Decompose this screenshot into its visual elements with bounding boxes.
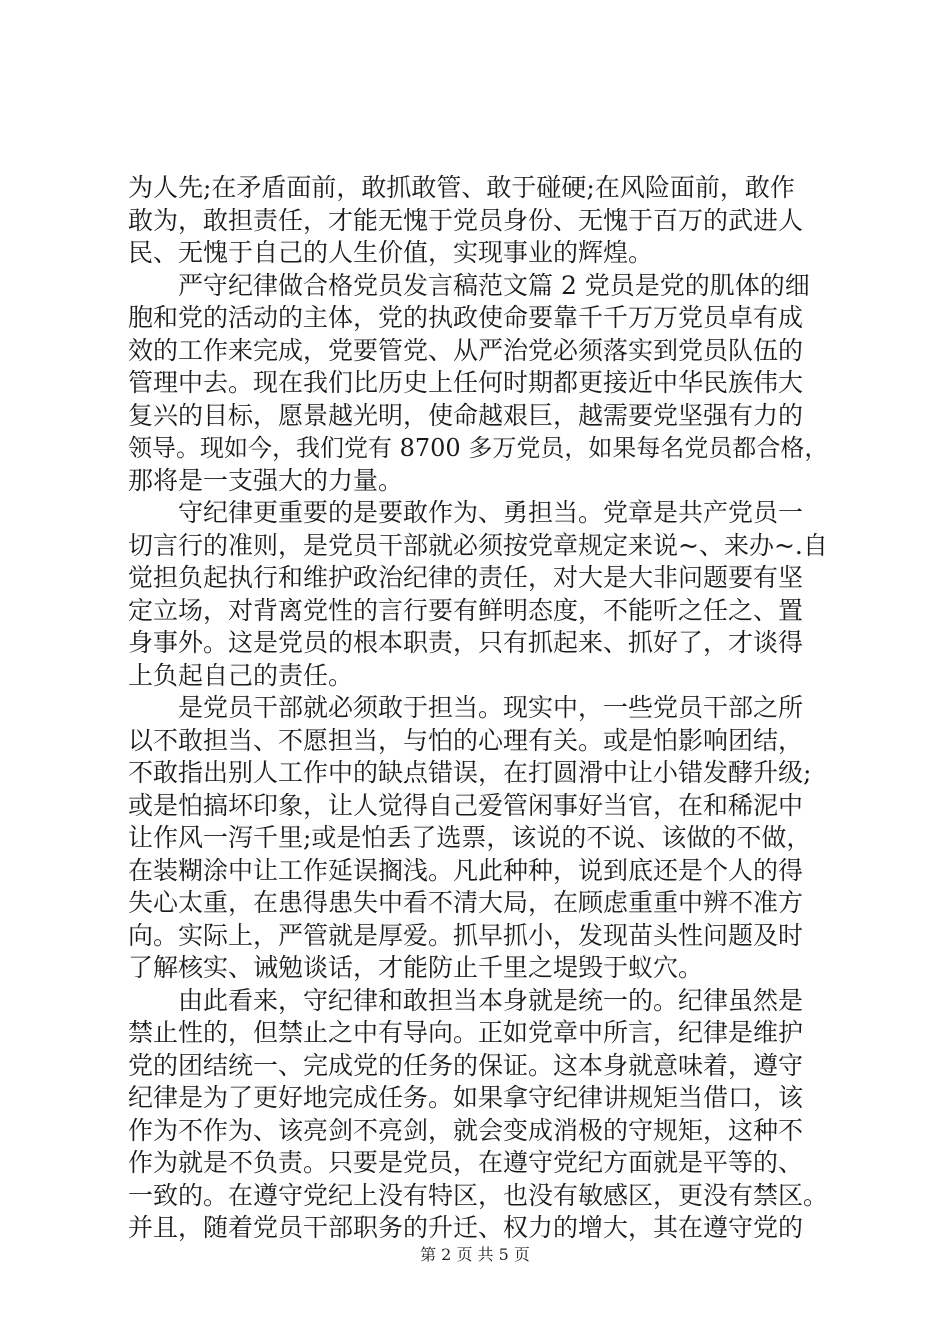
- text-line: 切言行的准则，是党员干部就必须按党章规定来说~、来办~.自: [128, 530, 828, 560]
- text-line: 民、无愧于自己的人生价值，实现事业的辉煌。: [128, 238, 654, 267]
- text-line: 为人先;在矛盾面前，敢抓敢管、敢于碰硬;在风险面前，敢作: [128, 173, 795, 202]
- paragraph-first-line: 是党员干部就必须敢于担当。现实中，一些党员干部之所: [178, 693, 804, 722]
- text-line: 纪律是为了更好地完成任务。如果拿守纪律讲规矩当借口，该: [128, 1083, 804, 1112]
- page-number-footer: 第 2 页 共 5 页: [420, 1245, 530, 1264]
- paragraph-first-line: 严守纪律做合格党员发言稿范文篇 2 党员是党的肌体的细: [178, 270, 810, 300]
- text-line: 觉担负起执行和维护政治纪律的责任，对大是大非问题要有坚: [128, 563, 804, 592]
- text-line: 让作风一泻千里;或是怕丢了选票，该说的不说、该做的不做，: [128, 823, 812, 852]
- paragraph-first-line: 守纪律更重要的是要敢作为、勇担当。党章是共产党员一: [178, 498, 804, 527]
- text-line: 管理中去。现在我们比历史上任何时期都更接近中华民族伟大: [128, 368, 804, 397]
- text-line: 了解核实、诫勉谈话，才能防止千里之堤毁于蚁穴。: [128, 953, 704, 982]
- text-line: 并且，随着党员干部职务的升迁、权力的增大，其在遵守党的: [128, 1213, 804, 1242]
- text-line: 失心太重，在患得患失中看不清大局，在顾虑重重中辨不准方: [128, 888, 804, 917]
- document-body: [128, 172, 840, 1245]
- text-line: 身事外。这是党员的根本职责，只有抓起来、抓好了，才谈得: [128, 628, 804, 657]
- text-line: 敢为，敢担责任，才能无愧于党员身份、无愧于百万的武进人: [128, 205, 804, 235]
- text-line: 以不敢担当、不愿担当，与怕的心理有关。或是怕影响团结，: [128, 725, 804, 755]
- text-line: 不敢指出别人工作中的缺点错误，在打圆滑中让小错发酵升级;: [128, 758, 812, 787]
- text-line: 复兴的目标，愿景越光明，使命越艰巨，越需要党坚强有力的: [128, 400, 804, 430]
- text-line: 那将是一支强大的力量。: [128, 465, 404, 495]
- text-line: 上负起自己的责任。: [128, 660, 354, 690]
- text-line: 效的工作来完成，党要管党、从严治党必须落实到党员队伍的: [128, 335, 804, 365]
- text-line: 向。实际上，严管就是厚爱。抓早抓小，发现苗头性问题及时: [128, 920, 804, 950]
- text-line: 领导。现如今，我们党有 8700 多万党员，如果每名党员都合格，: [128, 434, 829, 462]
- text-line: 作为不作为、该亮剑不亮剑，就会变成消极的守规矩，这种不: [128, 1115, 804, 1145]
- text-line: 一致的。在遵守党纪上没有特区，也没有敏感区，更没有禁区。: [128, 1180, 829, 1210]
- text-line: 作为就是不负责。只要是党员，在遵守党纪方面就是平等的、: [128, 1148, 804, 1177]
- text-line: 定立场，对背离党性的言行要有鲜明态度，不能听之任之、置: [128, 595, 804, 625]
- text-line: 或是怕搞坏印象，让人觉得自己爱管闲事好当官，在和稀泥中: [128, 790, 804, 820]
- text-line: 禁止性的，但禁止之中有导向。正如党章中所言，纪律是维护: [128, 1018, 804, 1047]
- text-line: 在装糊涂中让工作延误搁浅。凡此种种，说到底还是个人的得: [128, 855, 804, 885]
- text-line: 党的团结统一、完成党的任务的保证。这本身就意味着，遵守: [128, 1050, 804, 1080]
- paragraph-first-line: 由此看来，守纪律和敢担当本身就是统一的。纪律虽然是: [178, 985, 804, 1015]
- text-line: 胞和党的活动的主体，党的执政使命要靠千千万万党员卓有成: [128, 303, 804, 332]
